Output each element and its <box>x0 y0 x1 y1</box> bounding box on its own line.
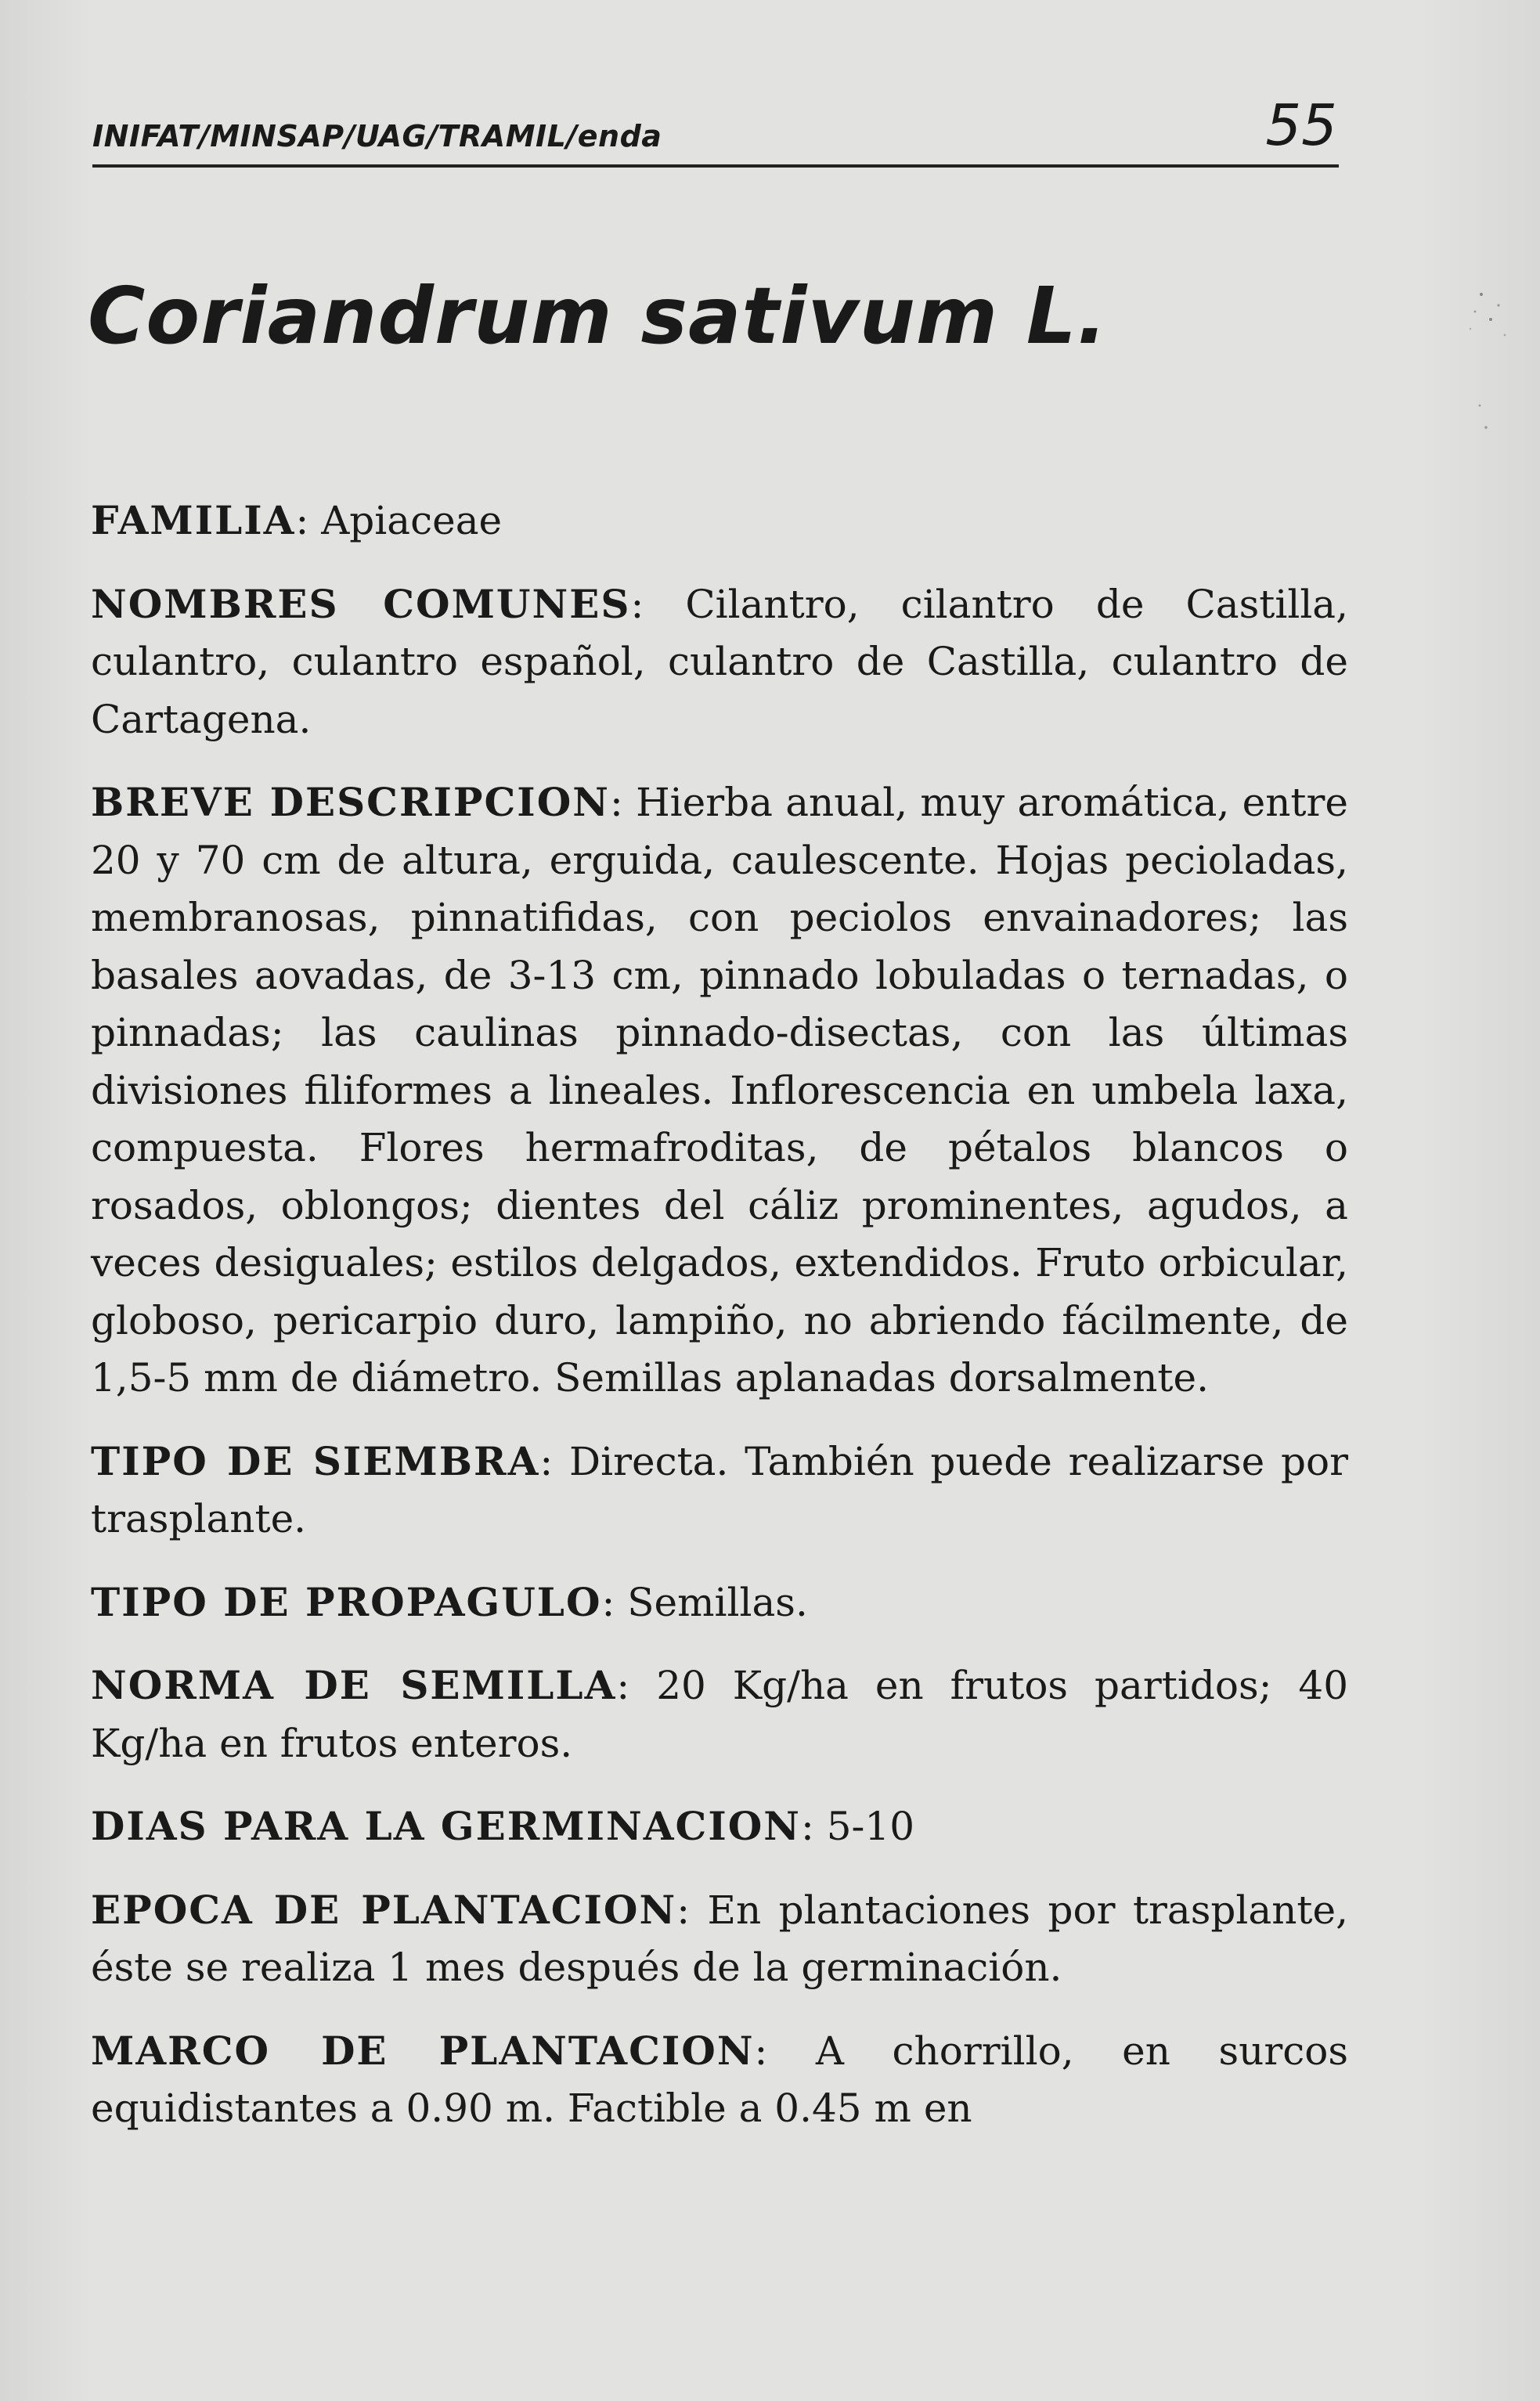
section-text: 20 Kg/ha en frutos partidos; 40 Kg/ha en frutos enteros. <box>91 1663 1349 1766</box>
section-text: Apiaceae <box>321 498 503 543</box>
section-norma-de-semilla: NORMA DE SEMILLA: 20 Kg/ha en frutos partidos; 40 Kg/ha en frutos enteros. <box>91 1662 1349 1766</box>
section-label: NORMA DE SEMILLA <box>91 1662 617 1708</box>
scan-specks-decoration <box>1464 288 1511 445</box>
species-title: Coriandrum sativum L. <box>88 270 1108 362</box>
section-tipo-de-siembra: TIPO DE SIEMBRA: Directa. También puede realizarse por trasplante. <box>91 1437 1348 1541</box>
section-label: TIPO DE PROPAGULO <box>91 1578 602 1625</box>
section-label: TIPO DE SIEMBRA <box>91 1437 540 1484</box>
section-label: FAMILIA <box>91 497 296 543</box>
section-label: DIAS PARA LA GERMINACION <box>91 1803 801 1849</box>
section-label: NOMBRES COMUNES <box>91 580 631 627</box>
section-text: Directa. También puede realizarse por trasplante. <box>91 1438 1348 1541</box>
section-text: 5-10 <box>826 1804 915 1849</box>
entry-body <box>91 492 1348 2163</box>
section-dias-para-la-germinacion: DIAS PARA LA GERMINACION: 5-10 <box>91 1803 915 1849</box>
section-label: BREVE DESCRIPCION <box>91 779 610 825</box>
section-text: Semillas. <box>627 1579 808 1625</box>
page-number: 55 <box>1265 92 1337 158</box>
section-breve-descripcion: BREVE DESCRIPCION: Hierba anual, muy aromática, entre 20 y 70 cm de altura, erguida, caulescente. Hojas pecioladas, membranosas, pinnatifidas, con peciolos envainadores; las basales aovadas, de 3-13 cm, pinnado lobuladas o ternadas, o pinnadas; las caulinas pinnado-disectas, con las últimas divisiones filiformes a lineales. Inflorescencia en umbela laxa, compuesta. Flores hermafroditas, de pétalos blancos o rosados, oblongos; dientes del cáliz prominentes, agudos, a veces desiguales; estilos delgados, extendidos. Fruto orbicular, globoso, pericarpio duro, lampiño, no abriendo fácilmente, de 1,5-5 mm de diámetro. Semillas aplanadas dorsalmente. <box>91 779 1348 1401</box>
section-epoca-de-plantacion: EPOCA DE PLANTACION: En plantaciones por trasplante, éste se realiza 1 mes después de la germinación. <box>91 1886 1348 1990</box>
header-source: INIFAT/MINSAP/UAG/TRAMIL/enda <box>92 119 662 153</box>
section-nombres-comunes: NOMBRES COMUNES: Cilantro, cilantro de Castilla, culantro, culantro español, culantro de Castilla, culantro de Cartagena. <box>91 580 1349 742</box>
section-label: EPOCA DE PLANTACION <box>91 1886 677 1933</box>
section-tipo-de-propagulo: TIPO DE PROPAGULO: Semillas. <box>91 1578 808 1625</box>
running-header <box>92 92 1339 168</box>
section-text: A chorrillo, en surcos equidistantes a 0.90 m. Factible a 0.45 m en <box>91 2028 1348 2131</box>
section-text: Hierba anual, muy aromática, entre 20 y 70 cm de altura, erguida, caulescente. Hojas pecioladas, membranosas, pinnatifidas, con peciolos envainadores; las basales aovadas, de 3-13 cm, pinnado lobuladas o ternadas, o pinnadas; las caulinas pinnado-disectas, con las últimas divisiones filiformes a lineales. Inflorescencia en umbela laxa, compuesta. Flores hermafroditas, de pétalos blancos o rosados, oblongos; dientes del cáliz prominentes, agudos, a veces desiguales; estilos delgados, extendidos. Fruto orbicular, globoso, pericarpio duro, lampiño, no abriendo fácilmente, de 1,5-5 mm de diámetro. Semillas aplanadas dorsalmente. <box>91 780 1348 1401</box>
section-text: Cilantro, cilantro de Castilla, culantro, culantro español, culantro de Castilla, culantro de Cartagena. <box>91 581 1349 742</box>
section-text: En plantaciones por trasplante, éste se realiza 1 mes después de la germinación. <box>91 1887 1348 1990</box>
section-marco-de-plantacion: MARCO DE PLANTACION: A chorrillo, en surcos equidistantes a 0.90 m. Factible a 0.45 m en <box>91 2027 1348 2131</box>
section-label: MARCO DE PLANTACION <box>91 2027 755 2074</box>
section-familia: FAMILIA: Apiaceae <box>91 497 503 543</box>
